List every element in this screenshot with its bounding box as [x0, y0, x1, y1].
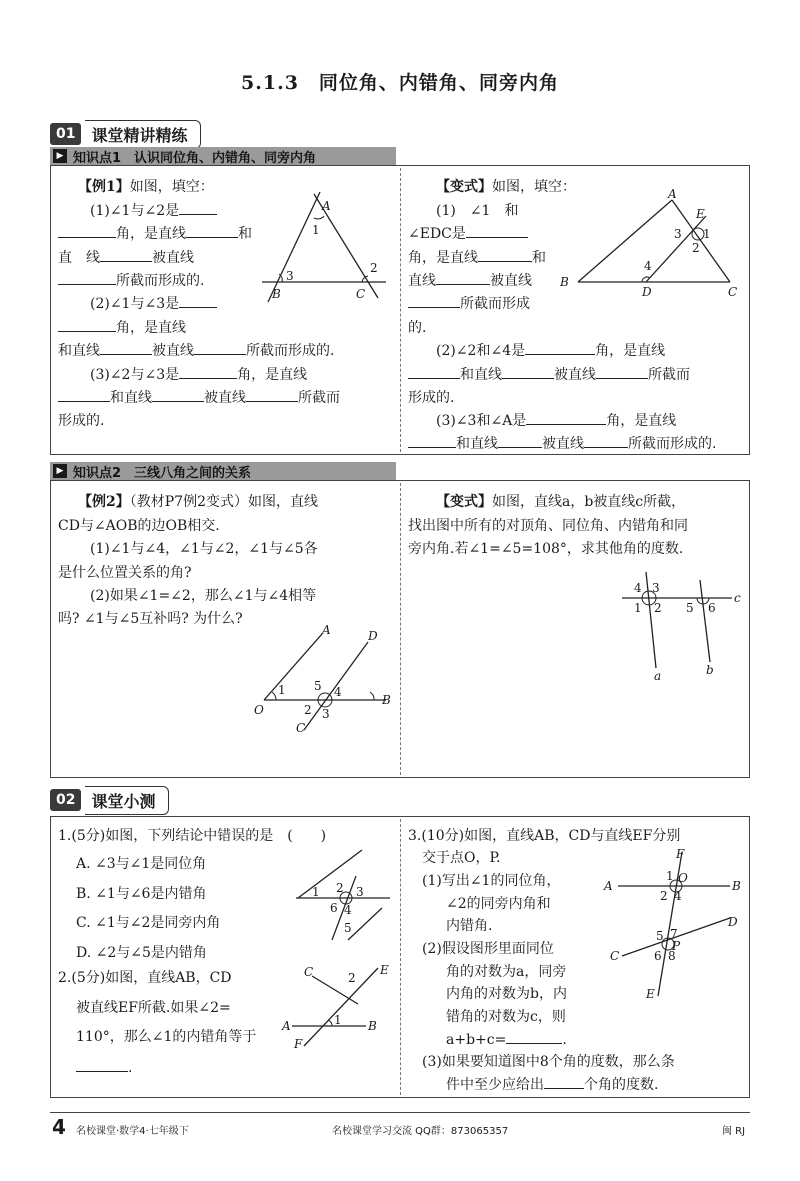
answer-blank[interactable] [58, 316, 116, 332]
text: 和 [238, 226, 252, 242]
example-1-head: 【例1】 [78, 179, 130, 195]
svg-text:2: 2 [336, 881, 344, 895]
svg-text:4: 4 [344, 903, 352, 917]
text: (1)∠1与∠4，∠1与∠2，∠1与∠5各 [90, 541, 318, 557]
answer-blank[interactable] [408, 292, 460, 308]
text: 找出图中所有的对顶角、同位角、内错角和同 [408, 518, 688, 534]
answer-blank[interactable] [436, 269, 490, 285]
problem-1-figure [292, 846, 392, 946]
svg-text:B: B [368, 1019, 377, 1033]
svg-text:6: 6 [708, 601, 716, 615]
text: (2)如果∠1=∠2，那么∠1与∠4相等 [90, 588, 317, 604]
svg-text:6: 6 [654, 949, 662, 963]
problem-2-figure [282, 962, 392, 1052]
answer-blank[interactable] [478, 246, 532, 262]
svg-text:C: C [728, 285, 738, 299]
svg-text:D: D [728, 915, 738, 929]
text: 的. [408, 320, 427, 336]
text: 内角的对数为b，内 [446, 986, 567, 1002]
svg-text:1: 1 [334, 1013, 342, 1027]
svg-text:4: 4 [634, 581, 642, 595]
option-a[interactable]: A. ∠3与∠1是同位角 [76, 856, 207, 872]
svg-text:1: 1 [666, 869, 674, 883]
svg-text:b: b [706, 663, 714, 677]
text: 错角的对数为c，则 [446, 1009, 566, 1025]
text: 角，是直线 [237, 367, 308, 383]
knowledge-point-2-bar [50, 462, 396, 480]
answer-blank[interactable] [179, 292, 217, 308]
answer-blank[interactable] [58, 269, 116, 285]
svg-text:2: 2 [348, 971, 356, 985]
text: 是什么位置关系的角? [58, 565, 192, 581]
answer-blank[interactable] [526, 409, 606, 425]
svg-text:C: C [304, 965, 314, 979]
text: 所截而 [298, 390, 340, 406]
text: 所截而形成的. [116, 273, 205, 289]
svg-text:B: B [560, 275, 569, 289]
text: CD与∠AOB的边OB相交. [58, 518, 220, 534]
answer-blank[interactable] [179, 199, 217, 215]
svg-text:1: 1 [634, 601, 642, 615]
page-title: 5.1.3 同位角、内错角、同旁内角 [241, 72, 559, 94]
option-d[interactable]: D. ∠2与∠5是内错角 [76, 945, 207, 961]
text: 件中至少应给出 [446, 1077, 544, 1093]
svg-text:4: 4 [674, 889, 682, 903]
svg-text:C: C [296, 721, 306, 735]
svg-text:1: 1 [312, 223, 320, 237]
example-1-intro: 如图，填空： [129, 179, 214, 195]
svg-text:B: B [272, 287, 281, 301]
section-number: 02 [50, 789, 81, 811]
column-divider [400, 483, 401, 775]
footer-right: 闽 RJ [722, 1126, 746, 1137]
problem-3-figure [604, 846, 745, 1006]
svg-text:A: A [322, 623, 331, 637]
text: (2)∠2和∠4是 [436, 343, 526, 359]
svg-text:3: 3 [322, 707, 330, 721]
text: 角，是直线 [116, 320, 186, 336]
svg-text:8: 8 [668, 949, 676, 963]
answer-blank[interactable] [408, 432, 456, 448]
answer-blank[interactable] [466, 222, 528, 238]
answer-blank[interactable] [498, 432, 542, 448]
answer-blank[interactable] [584, 432, 628, 448]
answer-blank[interactable] [506, 1028, 562, 1044]
text: 交于点O，P. [422, 850, 501, 866]
text: 形成的. [58, 413, 105, 429]
svg-text:5: 5 [344, 921, 352, 935]
text: (1) ∠1 和 [436, 203, 519, 219]
svg-text:D: D [368, 629, 378, 643]
text: 如图，直线a，b被直线c所截， [492, 494, 686, 510]
svg-text:3: 3 [356, 885, 364, 899]
text: 被直线 [554, 367, 596, 383]
text: 所截而形成的. [628, 436, 717, 452]
example-2-figure [250, 620, 400, 740]
svg-text:C: C [356, 287, 366, 301]
answer-blank[interactable] [194, 339, 246, 355]
text: 所截而形成的. [246, 343, 335, 359]
knowledge-point-2-label: 知识点2 三线八角之间的关系 [73, 465, 252, 481]
text: 形成的. [408, 390, 455, 406]
text: 个角的度数. [584, 1077, 659, 1093]
text: 和直线 [460, 367, 502, 383]
section-header-02 [50, 786, 169, 814]
text: (3)∠3和∠A是 [436, 413, 527, 429]
svg-text:E: E [646, 987, 655, 1001]
column-divider [400, 819, 401, 1095]
problem-1-stem: 1.(5分)如图，下列结论中错误的是 ( ) [58, 828, 327, 844]
svg-text:5: 5 [314, 679, 322, 693]
text: 内错角. [446, 918, 493, 934]
footer-left: 名校课堂·数学4·七年级下 [76, 1126, 189, 1137]
page-number: 4 [52, 1115, 66, 1139]
svg-text:a: a [654, 669, 662, 683]
text: 被直线 [490, 273, 532, 289]
text: 和直线 [110, 390, 152, 406]
answer-blank[interactable] [58, 222, 116, 238]
section-label: 课堂精讲精练 [85, 120, 200, 149]
svg-text:2: 2 [654, 601, 662, 615]
svg-text:2: 2 [370, 261, 378, 275]
option-c[interactable]: C. ∠1与∠2是同旁内角 [76, 915, 221, 931]
option-b[interactable]: B. ∠1与∠6是内错角 [76, 886, 207, 902]
text: （教材P7例2变式）如图，直线 [129, 494, 318, 510]
answer-blank[interactable] [502, 363, 554, 379]
svg-text:2: 2 [304, 703, 312, 717]
text: 被直线EF所截.如果∠2= [76, 1000, 231, 1016]
svg-text:3: 3 [286, 269, 294, 283]
svg-text:O: O [678, 871, 688, 885]
text: 直线 [408, 273, 436, 289]
section-header-01 [50, 120, 201, 148]
svg-text:2: 2 [660, 889, 668, 903]
text: 角，是直线 [116, 226, 186, 242]
text: 3.(10分)如图，直线AB，CD与直线EF分别 [408, 828, 681, 844]
svg-text:C: C [610, 949, 620, 963]
svg-text:3: 3 [652, 581, 660, 595]
text: (2)假设图形里面同位 [422, 941, 554, 957]
play-triangle-icon: ▶ [53, 149, 67, 163]
variant-1-figure [560, 187, 745, 302]
svg-text:3: 3 [674, 227, 682, 241]
text: 110°，那么∠1的内错角等于 [76, 1029, 257, 1045]
play-triangle-icon: ▶ [53, 464, 67, 478]
example-2-head: 【例2】 [78, 494, 130, 510]
svg-text:1: 1 [278, 683, 286, 697]
text: 直 线 [58, 250, 100, 266]
svg-text:B: B [382, 693, 391, 707]
answer-blank[interactable] [179, 363, 237, 379]
text: 角，是直线 [606, 413, 677, 429]
svg-text:4: 4 [334, 685, 342, 699]
answer-blank[interactable] [596, 363, 648, 379]
text: ∠EDC是 [408, 226, 466, 242]
section-label: 课堂小测 [85, 786, 168, 815]
text: 2.(5分)如图，直线AB，CD [58, 970, 232, 986]
text: ∠2的同旁内角和 [446, 896, 551, 912]
example-1-figure [258, 190, 393, 310]
svg-text:1: 1 [703, 227, 711, 241]
column-divider [400, 168, 401, 452]
svg-text:P: P [672, 939, 681, 953]
svg-text:A: A [668, 187, 677, 201]
svg-text:B: B [732, 879, 741, 893]
svg-text:4: 4 [644, 259, 652, 273]
text: 角，是直线 [408, 250, 478, 266]
text: 被直线 [152, 343, 194, 359]
svg-text:O: O [254, 703, 264, 717]
svg-text:1: 1 [312, 885, 320, 899]
text: 被直线 [204, 390, 246, 406]
text: 和直线 [456, 436, 498, 452]
svg-text:c: c [734, 591, 741, 605]
text: . [128, 1060, 133, 1076]
knowledge-point-1-label: 知识点1 认识同位角、内错角、同旁内角 [73, 150, 317, 166]
answer-blank[interactable] [246, 386, 298, 402]
text: (1)∠1与∠2是 [90, 203, 180, 219]
text: (1)写出∠1的同位角， [422, 873, 561, 889]
svg-text:A: A [322, 199, 331, 213]
text: (3)∠2与∠3是 [90, 367, 180, 383]
answer-blank[interactable] [100, 339, 152, 355]
text: 被直线 [152, 250, 194, 266]
text: 旁内角.若∠1=∠5=108°，求其他角的度数. [408, 541, 684, 557]
text: 被直线 [542, 436, 584, 452]
svg-text:F: F [294, 1037, 303, 1051]
variant-2-figure [620, 570, 750, 683]
svg-text:E: E [380, 963, 389, 977]
svg-text:5: 5 [656, 929, 664, 943]
svg-text:2: 2 [692, 241, 700, 255]
svg-text:6: 6 [330, 901, 338, 915]
section-number: 01 [50, 123, 81, 145]
text: 和 [532, 250, 546, 266]
svg-text:A: A [282, 1019, 291, 1033]
text: a+b+c= [446, 1032, 507, 1048]
svg-text:A: A [604, 879, 613, 893]
variant-1-head: 【变式】 [436, 179, 492, 195]
knowledge-point-1-bar [50, 147, 396, 165]
text: 角，是直线 [595, 343, 666, 359]
text: 所截而 [648, 367, 690, 383]
answer-blank[interactable] [186, 222, 238, 238]
text: 所截而形成 [460, 296, 530, 312]
svg-text:5: 5 [686, 601, 694, 615]
svg-text:7: 7 [670, 927, 678, 941]
answer-blank[interactable] [58, 386, 110, 402]
answer-blank[interactable] [525, 339, 595, 355]
text: 和直线 [58, 343, 100, 359]
svg-text:F: F [676, 847, 685, 861]
variant-2-head: 【变式】 [436, 494, 492, 510]
footer-center: 名校课堂学习交流 QQ群：873065357 [332, 1126, 509, 1137]
answer-blank[interactable] [152, 386, 204, 402]
answer-blank[interactable] [408, 363, 460, 379]
text: 角的对数为a，同旁 [446, 964, 567, 980]
svg-text:D: D [642, 285, 652, 299]
svg-text:E: E [696, 207, 705, 221]
footer-rule [50, 1112, 750, 1113]
variant-1-intro: 如图，填空： [492, 179, 576, 195]
answer-blank[interactable] [544, 1073, 584, 1089]
text: (2)∠1与∠3是 [90, 296, 180, 312]
answer-blank[interactable] [100, 246, 152, 262]
text: (3)如果要知道图中8个角的度数，那么条 [422, 1054, 675, 1070]
answer-blank[interactable] [76, 1056, 128, 1072]
text: 吗? ∠1与∠5互补吗? 为什么? [58, 611, 243, 627]
